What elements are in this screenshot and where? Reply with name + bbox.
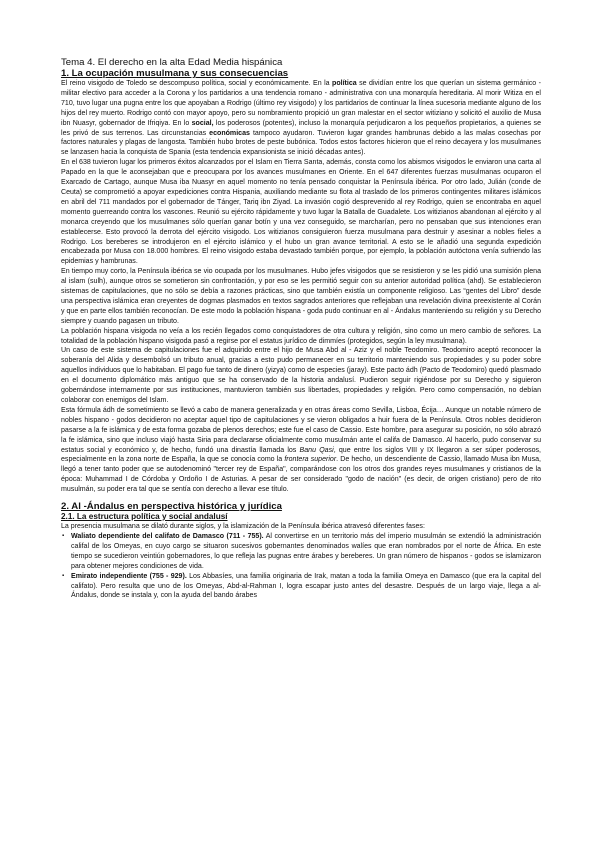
bold-term-politica: política bbox=[332, 80, 357, 87]
italic-term-banu-qasi: Banu Qasi bbox=[299, 446, 334, 454]
document-title: Tema 4. El derecho en la alta Edad Media hispánica bbox=[61, 57, 283, 68]
list-item-text: Los Abbasíes, una familia originaria de Irak, matan a toda la familia Omeya en Damasco (que era la capital del califato). Pero resulta que uno de los Omeyas, Abd-al-Rahman I, logra escapar justo antes del desastre. Después de un largo viaje, llega a al-Ándalus, donde se instala y, con la ayuda del bando árabes bbox=[71, 572, 541, 600]
list-item-title: Emirato independiente (755 - 929). bbox=[71, 572, 187, 580]
text: los poderosos (potentes), incluso la monarquía perjudicaron a los pequeños propietarios, a quienes se les privó de sus terrenos. Las circunstancias bbox=[61, 119, 541, 137]
bold-term-social: social, bbox=[191, 119, 214, 127]
phases-list bbox=[61, 532, 541, 601]
section-2-intro: La presencia musulmana se dilató durante siglos, y la islamización de la Península ibérica atravesó diferentes fases: bbox=[61, 523, 425, 531]
paragraph-2: En el 638 tuvieron lugar los primeros éxitos alcanzados por el Islam en Tierra Santa, además, consta como los abismos visigodos le enviaron una carta al Papado en la que le aconsejaban que e preocupara por los avances musulmanes en Oriente. En el 647 diferentes fuerzas musulmanas ocuparon el Exarcado de Cartago, aunque Musa iba Nuasyr en aquel momento no tenía pensado conquistar la Península ibérica. Por otro lado, Julián (conde de Ceuta) se comprometió a apoyar expediciones contra Hispania, auxiliando mediante su flota al traslado de los primeros contingentes militares islámicos en abril del 711 mandados por el gobernador de Tánger, Tariq ibn Ziyad. La invasión cogió desprevenido al rey Rodrigo, quien se encontraba en aquel momento guerreando contra los vascones. Reunió su ejército rápidamente y tuvo lugar la Batalla de Guadalete. Los witizianos abandonan al ejército y al monarca creyendo que los musulmanes sólo querían ganar botín y una vez conseguido, se marcharían, pero no pensaban que sus intenciones eran establecerse. Esto provocó la derrota del ejército visigodo. Los witizianos consiguieron fuerza musulmana para destruir y asesinar a nobles fieles a Rodrigo. Los bereberes se introdujeron en el ejército islámico y el hubo un gran avance territorial. A esto se le añadió una segunda expedición encabezada por Musa con 18.000 hombres. El reino visigodo estaba devastado también porque, por ejemplo, la población autóctona venía sufriendo las epidemias y hambrunas. bbox=[61, 159, 541, 266]
text: tampoco ayudaron. Tuvieron lugar grandes hambrunas debido a las malas cosechas por factores naturales y plagas de langosta. También hubo brotes de peste bubónica. Todos estos factores hicieron que el reino decayera y los musulmanes se lanzasen hacia la conquista de Spania (esta tendencia expansionista se inició décadas antes). bbox=[61, 129, 541, 157]
text: , que entre los siglos VIII y IX llegaron a ser súper poderosos, especialmente en la zona norte de España, la que se conocía como la bbox=[61, 446, 541, 464]
italic-term-frontera-superior: frontera superior bbox=[284, 456, 337, 464]
list-item bbox=[71, 532, 541, 572]
section-1-heading: 1. La ocupación musulmana y sus consecuencias bbox=[61, 68, 289, 79]
document-page bbox=[61, 57, 541, 601]
text: Esta fórmula ádh de sometimiento se llevó a cabo de manera generalizada y en otras áreas como Sevilla, Lisboa, Écija… Aunque un notable número de nobles hispano - godos decidieron no aceptar aquel tipo de capitulaciones y se vieron obligados a huir fuera de la Península. Otros nobles decidieron pasarse a la fe islámica y de esta forma gozaba de plenos derechos; este fue el caso de Cassio. Este hombre, para asegurar su posición, no sólo abrazó la fe islámica, sino que incluso viajó hasta Siria para declararse oficialmente como musulmán ante el califa de Damasco. Al hacerlo, pudo conservar su estatus social y económico y, de hecho, fundó una dinastía llamada los bbox=[61, 406, 541, 454]
paragraph-5: Un caso de este sistema de capitulaciones fue el adquirido entre el hijo de Musa Abd al - Aziz y el noble Teodomiro. Teodomiro aceptó reconocer la soberanía del Alida y desembolsó un tributo anual, gracias a esto pudo permanecer en su territorio manteniendo sus propiedades y su poder sobre aquellos individuos que lo habitaban. El pago fue tanto de dinero (yizya) como de especies (jaray). Este pacto ádh (Pacto de Teodomiro) quedó plasmado en el documento diplomático más antiguo que se ha conservado de la historia andalusí. Pudieron seguir rigiéndose por su Derecho y siguieron gobernándose internamente por sus instituciones, mantuvieron también sus libertades, propiedades y religión. Pero como compensación, no debían colaborar con enemigos del Islam. bbox=[61, 347, 541, 404]
list-item-title: Waliato dependiente del califato de Damasco (711 - 755). bbox=[71, 532, 264, 540]
list-item bbox=[71, 572, 541, 602]
text: El reino visigodo de Toledo se descompuso política, social y económicamente. En la bbox=[61, 80, 333, 87]
paragraph-4: La población hispana visigoda no veía a los recién llegados como conquistadores de otra cultura y religión, sino como un mero cambio de señores. La totalidad de la población hispano visigoda pasó a regirse por el estatus jurídico de dimmíes (protegidos, según la ley musulmana). bbox=[61, 327, 541, 345]
paragraph-1 bbox=[61, 79, 541, 158]
paragraph-6 bbox=[61, 406, 541, 495]
text: se dividían entre los que querían un sistema germánico - militar electivo para acceder a la Corona y los partidarios a una tendencia romano - administrativa con una monarquía hereditaria. Al morir Witiza en el 710, tuvo lugar una pugna entre los que apoyaban a Rodrigo (último rey visigodo) y los partidarios de continuar la línea sucesoria mediante alguno de los hijos del rey muerto. Rodrigo contó con mayor apoyo, pero su nombramiento propició un gran malestar en el sector witiziano y solicitó el auxilio de Musa ibn Nuasyr, gobernador de Ifriqiya. En lo bbox=[61, 80, 541, 127]
text: . De hecho, un descendiente de Cassio, llamado Musa ibn Musa, llegó a tener tanto poder que se autodenominó "tercer rey de España", comparándose con los otros dos grandes reyes musulmanes y cristianos de la época: Muhammad I de Córdoba y Ordoño I de Asturias. A pesar de ser considerado "godo de nación" (es decir, de origen cristiano) pero de rito musulmán, su poder era tal que se sentía con derecho a llevar ese título. bbox=[61, 456, 541, 494]
bold-term-economicas: económicas bbox=[209, 129, 250, 137]
subsection-2-1-heading: 2.1. La estructura política y social andalusí bbox=[61, 512, 228, 522]
section-2-heading: 2. Al -Ándalus en perspectiva histórica y jurídica bbox=[61, 501, 282, 513]
list-item-text: Al convertirse en un territorio más del imperio musulmán se extendió la administración califal de los Omeyas, en cuyo cargo se situaron sucesivos gobernantes denominados walíes que eran nombrados por el norte de África. En este tiempo se sucedieron veintiún gobernadores, lo que refleja las pugnas entre árabes y bereberes. Un gran número de hispanos - godos se islamizaron para obtener mejores condiciones de vida. bbox=[71, 532, 541, 570]
paragraph-3: En tiempo muy corto, la Península ibérica se vio ocupada por los musulmanes. Hubo jefes visigodos que se resistieron y se les pidió una sumisión plena al islam (sulh), aunque otros se sometieron sin confrontación, y por eso se les permitió seguir con su anterior autoridad política (ahd). Se establecieron sistemas de capitulaciones, que no sólo se debía a razones prácticas, sino que también existía un componente religioso. Las “gentes del Libro” desde una perspectiva islámica eran creyentes de dogmas plasmados en textos sagrados anteriores que reflejaban una revelación divina preexistente al Corán y que en parte ellos también reconocían. De este modo la población hispana - goda pudo continuar en al - Ándalus manteniendo su religión y su Derecho siempre y cuando pagasen un tributo. bbox=[61, 268, 541, 325]
